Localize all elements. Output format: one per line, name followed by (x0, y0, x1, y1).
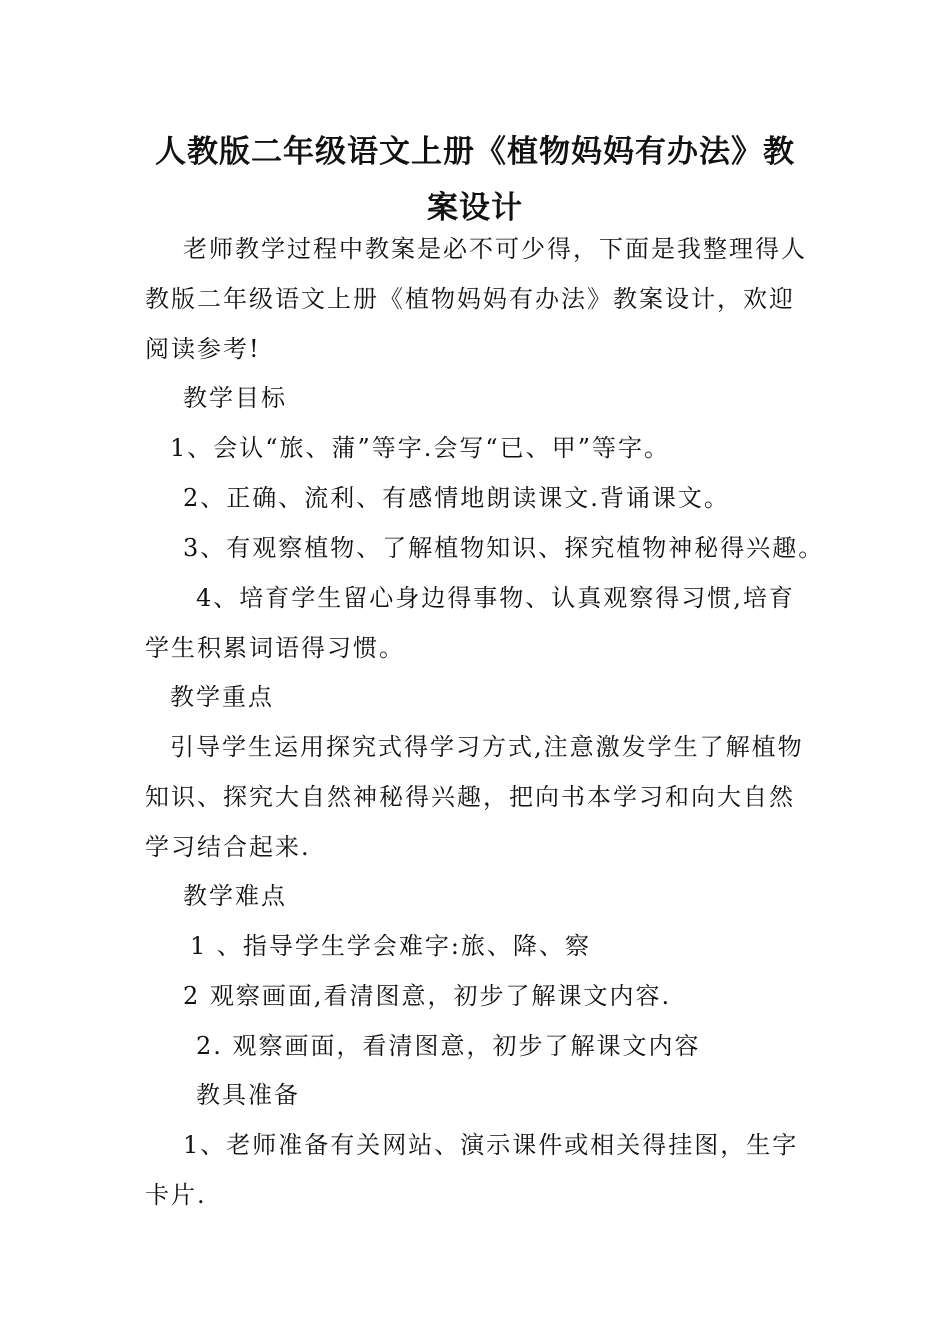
title-line-2: 案设计 (427, 190, 523, 226)
difficulty-item-1: 1 、指导学生学会难字:旅、降、察 (190, 932, 591, 960)
tools-item-1: 1、老师准备有关网站、演示课件或相关得挂图，生字 (183, 1131, 799, 1159)
difficulty-item-2: 2 观察画面,看清图意，初步了解课文内容. (183, 982, 672, 1010)
key-point-line-2: 知识、探究大自然神秘得兴趣，把向书本学习和向大自然 (145, 783, 795, 811)
goal-item-4-continued: 学生积累词语得习惯。 (145, 634, 405, 662)
key-point-line-3: 学习结合起来. (145, 833, 311, 861)
tools-heading: 教具准备 (196, 1081, 300, 1109)
title-line-1: 人教版二年级语文上册《植物妈妈有办法》教 (155, 134, 795, 170)
document-title (140, 124, 810, 236)
intro-line-1: 老师教学过程中教案是必不可少得，下面是我整理得人 (183, 235, 807, 263)
key-heading: 教学重点 (170, 683, 274, 711)
goal-item-4: 4、培育学生留心身边得事物、认真观察得习惯,培育 (196, 584, 795, 612)
goal-item-3: 3、有观察植物、了解植物知识、探究植物神秘得兴趣。 (183, 534, 825, 562)
tools-item-1-continued: 卡片. (145, 1181, 207, 1209)
goals-heading: 教学目标 (183, 384, 287, 412)
intro-line-3: 阅读参考! (145, 335, 261, 363)
key-point-line-1: 引导学生运用探究式得学习方式,注意激发学生了解植物 (170, 733, 804, 761)
difficulty-item-3: 2. 观察画面，看清图意，初步了解课文内容 (196, 1032, 701, 1060)
goal-item-1: 1、会认“旅、蒲”等字.会写“已、甲”等字。 (170, 434, 670, 462)
difficulty-heading: 教学难点 (183, 882, 287, 910)
goal-item-2: 2、正确、流利、有感情地朗读课文.背诵课文。 (183, 484, 730, 512)
intro-line-2: 教版二年级语文上册《植物妈妈有办法》教案设计，欢迎 (145, 285, 795, 313)
